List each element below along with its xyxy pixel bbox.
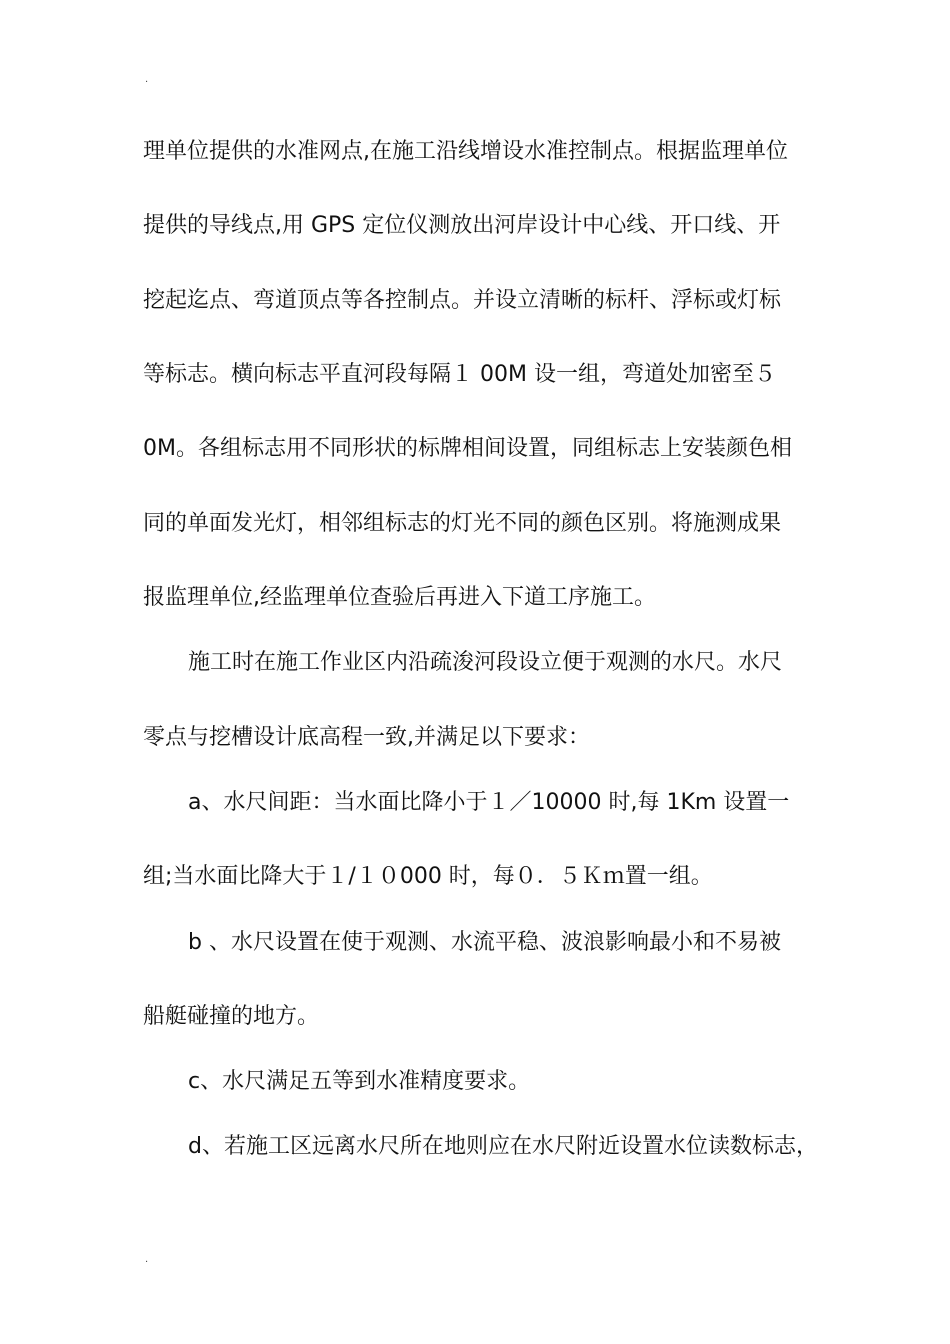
text-line: 报监理单位,经监理单位查验后再进入下道工序施工。 <box>143 585 656 610</box>
list-item-b: b 、水尺设置在使于观测、水流平稳、波浪影响最小和不易被 <box>188 930 781 955</box>
list-item-d: d、若施工区远离水尺所在地则应在水尺附近设置水位读数标志， <box>188 1134 818 1159</box>
text-line: 提供的导线点,用 GPS 定位仪测放出河岸设计中心线、开口线、开 <box>143 213 781 238</box>
text-line: 船艇碰撞的地方。 <box>143 1004 320 1029</box>
text-line: 等标志。横向标志平直河段每隔１ 00M 设一组，弯道处加密至５ <box>143 362 776 387</box>
paragraph-first-line: 施工时在施工作业区内沿疏浚河段设立便于观测的水尺。水尺 <box>188 650 783 675</box>
text-line: 零点与挖槽设计底高程一致,并满足以下要求： <box>143 725 590 750</box>
text-line: 同的单面发光灯，相邻组标志的灯光不同的颜色区别。将施测成果 <box>143 511 782 536</box>
text-line: 组;当水面比降大于１/１０000 时，每０．５Ｋｍ置一组。 <box>143 864 713 889</box>
list-item-c: c、水尺满足五等到水准精度要求。 <box>188 1069 531 1094</box>
text-line: 挖起迄点、弯道顶点等各控制点。并设立清晰的标杆、浮标或灯标 <box>143 288 782 313</box>
text-line: 0M。各组标志用不同形状的标牌相间设置，同组标志上安装颜色相 <box>143 436 792 461</box>
list-item-a: a、水尺间距：当水面比降小于１／10000 时,每 1Km 设置一 <box>188 790 790 815</box>
text-line: 理单位提供的水准网点,在施工沿线增设水准控制点。根据监理单位 <box>143 139 788 164</box>
page-mark-top: . <box>145 74 149 85</box>
page-mark-bottom: . <box>145 1254 149 1265</box>
